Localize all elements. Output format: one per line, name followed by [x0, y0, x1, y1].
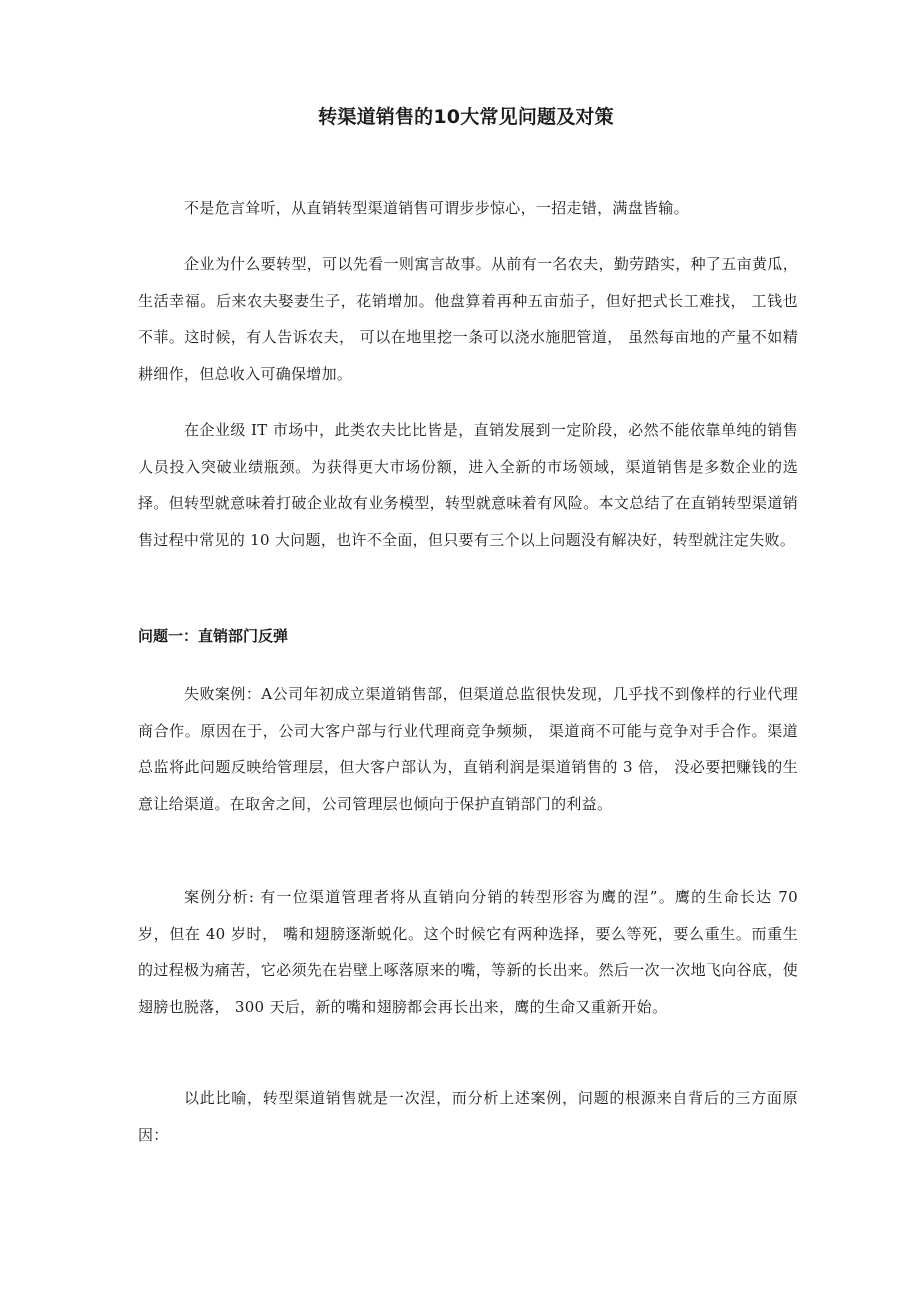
paragraph-it-market: 在企业级 IT 市场中，此类农夫比比皆是，直销发展到一定阶段，必然不能依靠单纯的销售人员投入突破业绩瓶颈。为获得更大市场份额，进入全新的市场领域，渠道销售是多数企业的选择。但转型就意味着打破企业故有业务模型，转型就意味着有风险。本文总结了在直销转型渠道销售过程中常见的 10 大问题，也许不全面，但只要有三个以上问题没有解决好，转型就注定失败。	[138, 421, 798, 549]
document-title: 转渠道销售的10大常见问题及对策	[318, 106, 614, 128]
paragraph-case-analysis: 案例分析: 有一位渠道管理者将从直销向分销的转型形容为鹰的涅”。鹰的生命长达 70 岁，但在 40 岁时， 嘴和翅膀逐渐蜕化。这个时候它有两种选择，要么等死，要么重生。而重生的过程极为痛苦，它必须先在岩壁上啄落原来的嘴，等新的长出来。然后一次一次地飞向谷底，使翅膀也脱落， 300 天后，新的嘴和翅膀都会再长出来，鹰的生命又重新开始。	[138, 888, 798, 1016]
paragraph-intro: 不是危言耸听，从直销转型渠道销售可谓步步惊心，一招走错，满盘皆输。	[184, 199, 689, 217]
section-heading-problem-one: 问题一：直销部门反弹	[138, 627, 289, 645]
paragraph-fable: 企业为什么要转型，可以先看一则寓言故事。从前有一名农夫，勤劳踏实，种了五亩黄瓜，生活幸福。后来农夫娶妻生子，花销增加。他盘算着再种五亩茄子，但好把式长工难找， 工钱也不菲。这时候，有人告诉农夫， 可以在地里挖一条可以浇水施肥管道， 虽然每亩地的产量不如精耕细作，但总收入可确保增加。	[138, 255, 798, 383]
paragraph-metaphor: 以此比喻，转型渠道销售就是一次涅，而分析上述案例，问题的根源来自背后的三方面原因：	[138, 1089, 798, 1144]
paragraph-case-failure: 失败案例：A公司年初成立渠道销售部，但渠道总监很快发现，几乎找不到像样的行业代理商合作。原因在于，公司大客户部与行业代理商竞争频频， 渠道商不可能与竞争对手合作。渠道总监将此问题反映给管理层，但大客户部认为，直销利润是渠道销售的 3 倍， 没必要把赚钱的生意让给渠道。在取舍之间，公司管理层也倾向于保护直销部门的利益。	[138, 685, 798, 813]
